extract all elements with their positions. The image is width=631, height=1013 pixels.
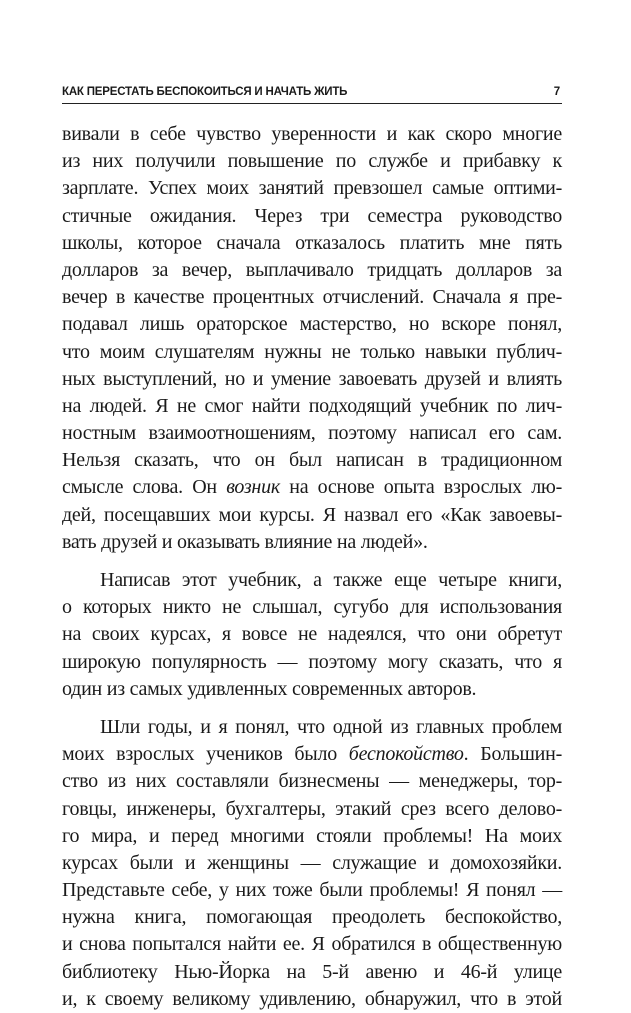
text-line: широкую популярность — поэтому могу сказать, что я — [62, 650, 562, 673]
text-line: что моим слушателям нужны не только навыки публич- — [62, 340, 562, 363]
text-line: нужна книга, помогающая преодолеть беспокойство, — [62, 906, 562, 929]
text-line — [62, 741, 562, 768]
text-line: школы, которое сначала отказалось платить мне пять — [62, 231, 562, 254]
text-line: один из самых удивленных современных авторов. — [62, 677, 477, 700]
text-line: Представьте себе, у них тоже были проблемы! Я понял — — [62, 879, 562, 902]
text-line: стичные ожидания. Через три семестра руководство — [62, 204, 562, 227]
header-rule — [62, 103, 562, 104]
text-line: ных выступлений, но и умение завоевать друзей и влиять — [62, 367, 562, 390]
paragraph — [62, 121, 562, 556]
text-line: курсах были и женщины — служащие и домохозяйки. — [62, 851, 562, 874]
text-line: и снова попытался найти ее. Я обратился в общественную — [62, 933, 562, 956]
paragraph — [62, 567, 562, 703]
running-header — [62, 82, 562, 102]
text-line: подавал лишь ораторское мастерство, но вскоре понял, — [62, 313, 562, 336]
text-line: го мира, и перед многими стояли проблемы! На моих — [62, 824, 562, 847]
text-segment: моих взрослых учеников было — [62, 743, 337, 766]
book-title: КАК ПЕРЕСТАТЬ БЕСПОКОИТЬСЯ И НАЧАТЬ ЖИТЬ — [62, 86, 348, 98]
emphasis-text: беспокойство — [348, 743, 464, 766]
text-line: дей, посещавших мои курсы. Я назвал его «Как завоевы- — [62, 503, 562, 526]
text-line: о которых никто не слышал, сугубо для использования — [62, 596, 562, 619]
text-line — [62, 474, 562, 501]
text-line: на своих курсах, я вовсе не надеялся, что они обретут — [62, 623, 562, 646]
text-line: зарплате. Успех моих занятий превзошел самые оптими- — [62, 177, 562, 200]
text-line: Шли годы, и я понял, что одной из главных проблем — [100, 715, 562, 738]
text-segment: на основе опыта взрослых лю- — [289, 476, 563, 499]
text-segment: . Большин- — [463, 743, 562, 766]
text-line: вивали в себе чувство уверенности и как скоро многие — [62, 123, 562, 145]
text-line: библиотеку Нью-Йорка на 5-й авеню и 46-й улице — [62, 960, 562, 983]
page-number: 7 — [553, 86, 560, 98]
text-line: ностным взаимоотношениям, поэтому написал его сам. — [62, 422, 562, 445]
body-text — [62, 121, 562, 1013]
text-line: говцы, инженеры, бухгалтеры, этакий срез всего делово- — [62, 797, 562, 820]
text-line: ство из них составляли бизнесмены — менеджеры, тор- — [62, 770, 562, 793]
text-segment: смысле слова. Он — [62, 476, 217, 499]
text-line: Нельзя сказать, что он был написан в традиционном — [62, 449, 562, 472]
emphasis-text: возник — [226, 476, 280, 499]
text-line: из них получили повышение по службе и прибавку к — [62, 150, 562, 173]
text-line: вечер в качестве процентных отчислений. Сначала я пре- — [62, 286, 562, 309]
text-line: долларов за вечер, выплачивало тридцать долларов за — [62, 258, 562, 281]
text-line: и, к своему великому удивлению, обнаружил, что в этой — [62, 987, 562, 1010]
text-line: на людей. Я не смог найти подходящий учебник по лич- — [62, 394, 562, 417]
text-line: Написав этот учебник, а также еще четыре книги, — [100, 569, 562, 591]
paragraph — [62, 714, 562, 1013]
text-line: вать друзей и оказывать влияние на людей». — [62, 530, 428, 553]
